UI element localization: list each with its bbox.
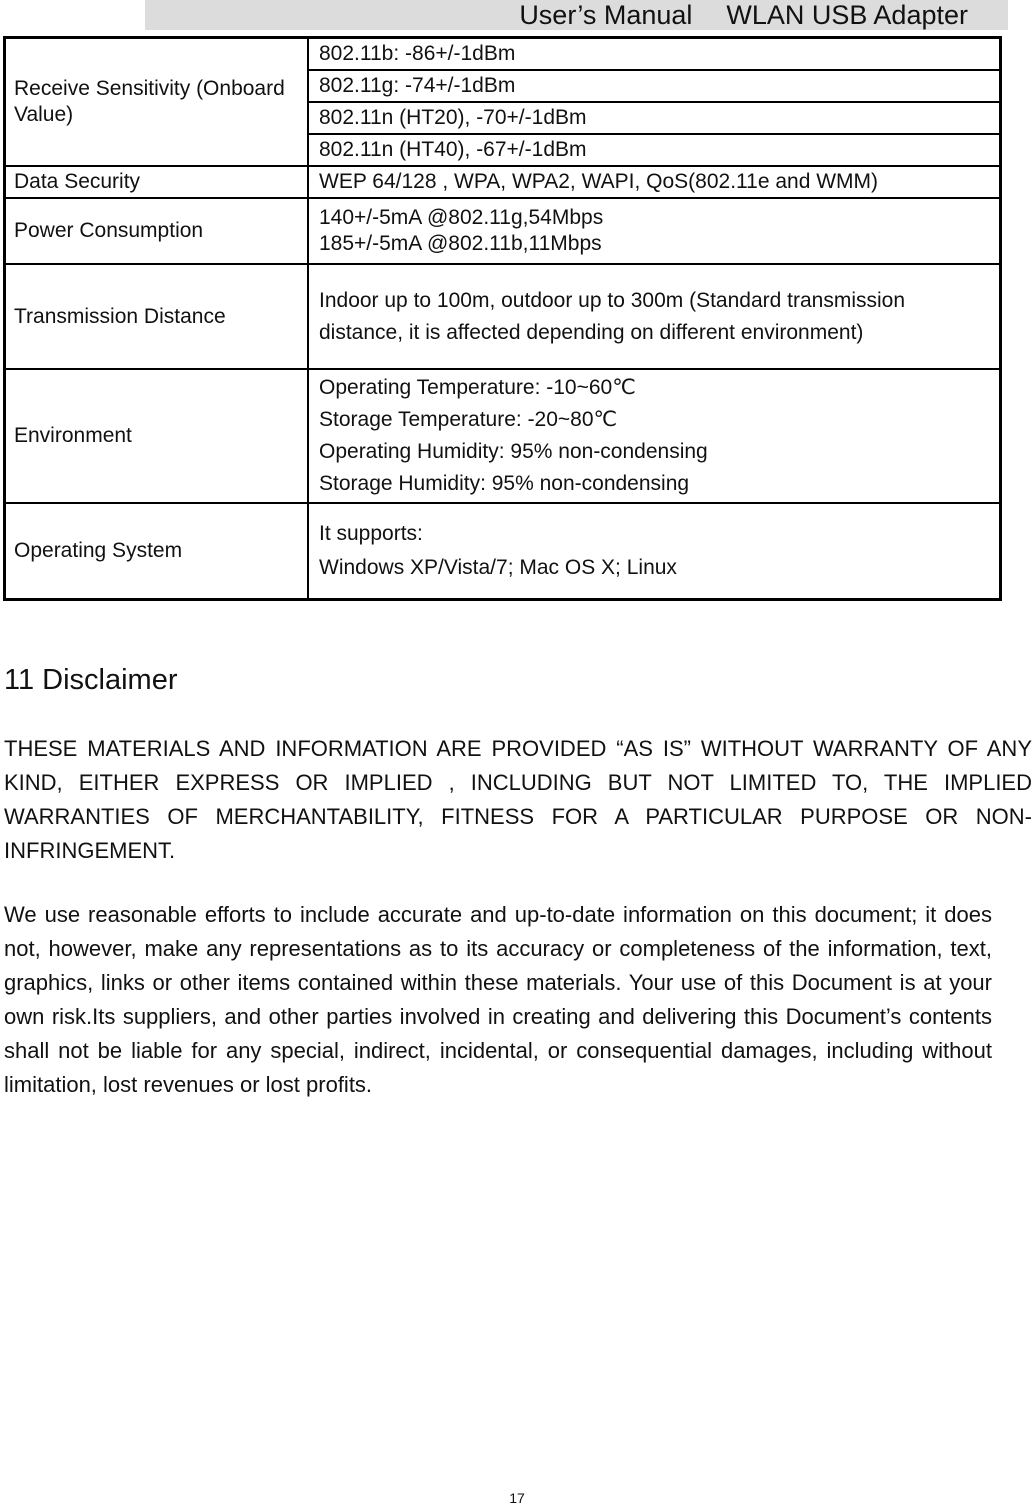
table-row — [5, 264, 1001, 369]
row-value: Operating Humidity: 95% non-condensing — [319, 440, 708, 463]
header-manual-label: User’s Manual — [519, 0, 693, 30]
table-row — [5, 166, 1001, 198]
table-row — [5, 38, 1001, 71]
row-value: Windows XP/Vista/7; Mac OS X; Linux — [319, 555, 677, 579]
header-text — [519, 0, 968, 30]
row-value-cell — [308, 264, 1001, 369]
spec-table — [3, 36, 1002, 601]
row-value: Operating Temperature: -10~60℃ — [319, 376, 636, 399]
table-row — [5, 198, 1001, 264]
page-header — [145, 0, 1008, 30]
row-value: 802.11g: -74+/-1dBm — [308, 70, 1001, 102]
row-value: 140+/-5mA @802.11g,54Mbps — [319, 206, 604, 229]
page-number: 17 — [509, 1490, 525, 1506]
row-value-cell — [308, 369, 1001, 503]
row-value: 802.11n (HT20), -70+/-1dBm — [308, 102, 1001, 134]
row-value: 802.11n (HT40), -67+/-1dBm — [308, 134, 1001, 166]
row-label: Receive Sensitivity (Onboard Value) — [5, 38, 309, 167]
row-value: Storage Humidity: 95% non-condensing — [319, 472, 690, 495]
row-label: Power Consumption — [5, 198, 309, 264]
header-product-label: WLAN USB Adapter — [726, 0, 968, 30]
disclaimer-paragraph-liability: We use reasonable efforts to include accurate and up-to-date information on this document; it does not, however, make any representations as to its accuracy or completeness of the information, text, graphics, links or other items contained within these materials. Your use of this Document is at your own risk.Its suppliers, and other parties involved in creating and delivering this Document’s contents shall not be liable for any special, indirect, incidental, or consequential damages, including without limitation, lost revenues or lost profits. — [4, 902, 992, 1097]
row-label: Environment — [5, 369, 309, 503]
section-heading: 11 Disclaimer — [4, 664, 178, 696]
row-value: 185+/-5mA @802.11b,11Mbps — [319, 232, 602, 255]
row-value: Storage Temperature: -20~80℃ — [319, 408, 618, 431]
row-label: Transmission Distance — [5, 264, 309, 369]
row-label: Data Security — [5, 166, 309, 198]
row-label: Operating System — [5, 503, 309, 599]
table-row — [5, 369, 1001, 503]
row-value: Indoor up to 100m, outdoor up to 300m (Standard transmission distance, it is affected depending on different environment) — [319, 288, 906, 344]
row-value-cell — [308, 198, 1001, 264]
row-value: 802.11b: -86+/-1dBm — [308, 38, 1001, 71]
disclaimer-paragraph-warranty: THESE MATERIALS AND INFORMATION ARE PROVIDED “AS IS” WITHOUT WARRANTY OF ANY KIND, EITHER EXPRESS OR IMPLIED , INCLUDING BUT NOT LIMITED TO, THE IMPLIED WARRANTIES OF MERCHANTABILITY, FITNESS FOR A PARTICULAR PURPOSE OR NON-INFRINGEMENT. — [4, 736, 1032, 863]
row-value-cell — [308, 503, 1001, 599]
row-value: WEP 64/128 , WPA, WPA2, WAPI, QoS(802.11e and WMM) — [308, 166, 1001, 198]
table-row — [5, 503, 1001, 599]
row-value: It supports: — [319, 521, 423, 545]
